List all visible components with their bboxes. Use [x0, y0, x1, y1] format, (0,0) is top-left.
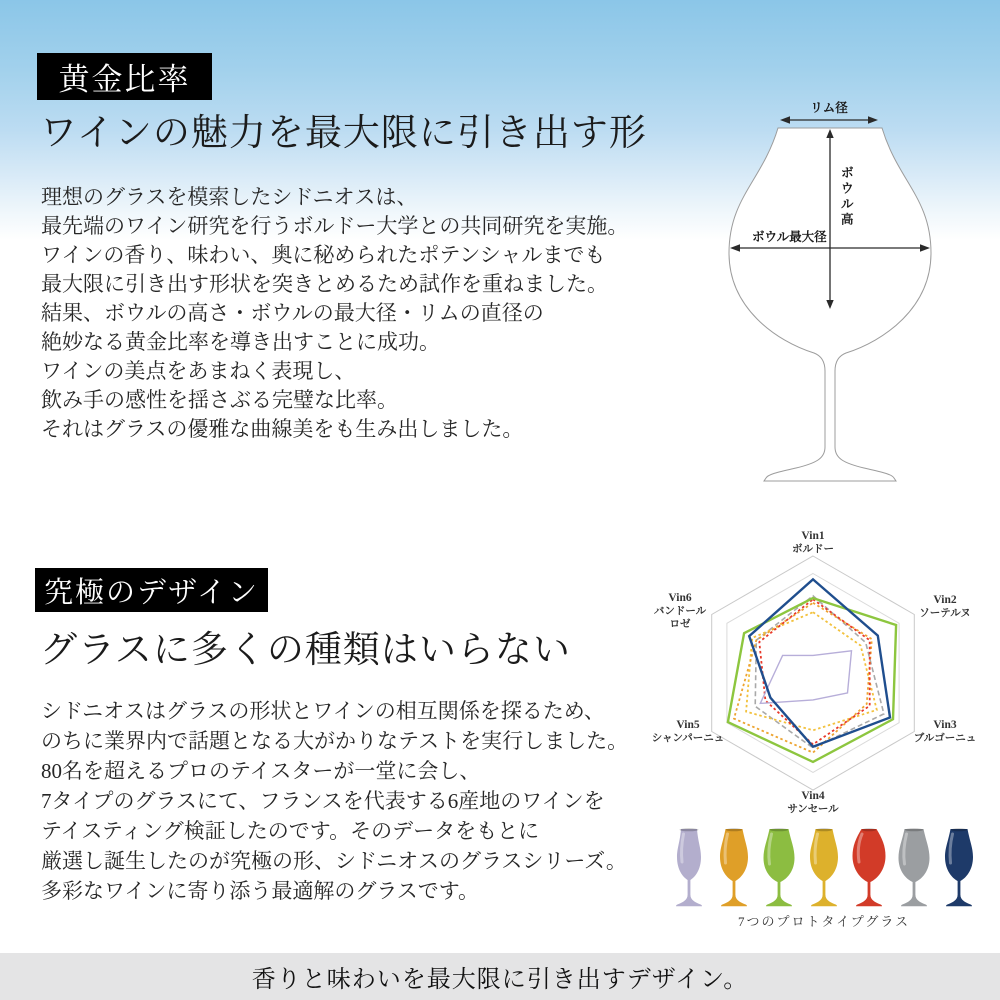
prototype-lavender-glass	[668, 826, 710, 910]
prototype-green-glass	[758, 826, 800, 910]
radar-series-prototype-red	[759, 599, 869, 744]
radar-axis-label-Vin3	[914, 719, 977, 744]
svg-text:バンドール: バンドール	[653, 606, 707, 617]
svg-text:Vin6: Vin6	[668, 592, 692, 604]
svg-text:サンセール: サンセール	[787, 804, 839, 815]
radar-series-prototype-lavender	[760, 651, 851, 704]
section1-badge: 黄金比率	[37, 53, 212, 100]
bowl-max-label: ボウル最大径	[752, 230, 827, 244]
radar-axis-label-Vin4	[787, 790, 839, 815]
svg-text:Vin3: Vin3	[933, 719, 957, 731]
body-line: のちに業界内で話題となる大がかりなテストを実行しました。	[41, 729, 629, 753]
body-line: ワインの美点をあまねく表現し、	[41, 359, 356, 383]
svg-text:Vin4: Vin4	[801, 790, 825, 802]
footer-text: 香りと味わいを最大限に引き出すデザイン。	[251, 967, 749, 993]
section1-heading: ワインの魅力を最大限に引き出す形	[40, 113, 647, 154]
prototype-gold-glass	[713, 826, 755, 910]
section2-body	[41, 696, 628, 906]
body-line: 最大限に引き出す形状を突きとめるため試作を重ねました。	[41, 272, 608, 296]
radar-axis-label-Vin1	[792, 530, 834, 555]
prototype-glasses-caption: 7つのプロトタイプグラス	[737, 914, 911, 929]
body-line: 結果、ボウルの高さ・ボウルの最大径・リムの直径の	[41, 301, 544, 325]
body-line: 7タイプのグラスにて、フランスを代表する6産地のワインを	[41, 789, 605, 813]
svg-text:ボルドー: ボルドー	[792, 544, 834, 555]
wine-glass-diagram	[700, 95, 990, 490]
prototype-glasses-row	[668, 826, 980, 910]
body-line: ワインの香り、味わい、奥に秘められたポテンシャルまでも	[41, 243, 606, 267]
prototype-yellow-glass	[803, 826, 845, 910]
svg-text:ボ: ボ	[841, 166, 854, 180]
body-line: 理想のグラスを模索したシドニオスは、	[41, 185, 418, 209]
radar-axis-label-Vin5	[652, 719, 725, 744]
svg-text:Vin2: Vin2	[933, 594, 957, 606]
body-line: 80名を超えるプロのテイスターが一堂に会し、	[41, 759, 481, 783]
svg-text:ブルゴーニュ: ブルゴーニュ	[913, 733, 977, 744]
svg-text:ウ: ウ	[841, 181, 854, 196]
body-line: 絶妙なる黄金比率を導き出すことに成功。	[41, 330, 440, 354]
tasting-radar-chart	[628, 522, 998, 822]
body-line: シドニオスはグラスの形状とワインの相互関係を探るため、	[41, 699, 605, 723]
svg-text:高: 高	[841, 212, 854, 227]
prototype-gray-glass	[893, 826, 935, 910]
svg-text:ロゼ: ロゼ	[669, 619, 691, 630]
section2-badge: 究極のデザイン	[35, 568, 268, 612]
body-line: テイスティング検証したのです。そのデータをもとに	[41, 819, 540, 843]
svg-text:Vin5: Vin5	[676, 719, 700, 731]
svg-text:Vin1: Vin1	[801, 530, 825, 542]
body-line: それはグラスの優雅な曲線美をも生み出しました。	[41, 417, 524, 441]
section2-heading: グラスに多くの種類はいらない	[40, 630, 571, 671]
section1-body	[41, 183, 628, 444]
svg-text:シャンパーニュ: シャンパーニュ	[651, 733, 725, 744]
radar-axis-label-Vin6	[654, 592, 707, 630]
bowl-height-label	[841, 166, 854, 227]
svg-text:ル: ル	[841, 197, 854, 211]
body-line: 飲み手の感性を揺さぶる完璧な比率。	[41, 388, 398, 412]
svg-text:ソーテルヌ: ソーテルヌ	[919, 608, 971, 619]
body-line: 最先端のワイン研究を行うボルドー大学との共同研究を実施。	[41, 214, 629, 238]
footer-bar	[0, 953, 1000, 1000]
body-line: 多彩なワインに寄り添う最適解のグラスです。	[41, 879, 480, 903]
radar-axis-label-Vin2	[919, 594, 971, 619]
rim-diameter-label: リム径	[810, 101, 848, 115]
body-line: 厳選し誕生したのが究極の形、シドニオスのグラスシリーズ。	[41, 849, 627, 873]
prototype-navy-glass	[938, 826, 980, 910]
prototype-red-glass	[848, 826, 890, 910]
